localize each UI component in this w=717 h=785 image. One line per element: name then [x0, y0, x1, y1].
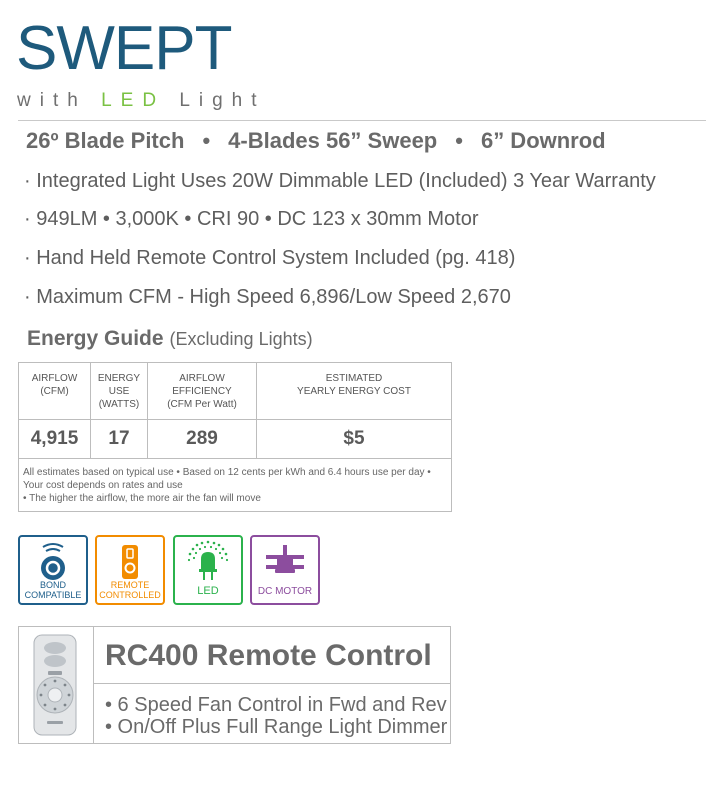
feature-item: · Integrated Light Uses 20W Dimmable LED (Included) 3 Year Warranty: [24, 170, 656, 192]
led-bulb-icon: [175, 537, 241, 585]
airflow-value: 4,915: [19, 420, 91, 459]
energy-guide-table: [18, 362, 452, 512]
note-line: All estimates based on typical use • Based on 12 cents per kWh and 6.4 hours use per day • Your cost depends on rates and use: [23, 467, 431, 491]
remote-feature-item: • 6 Speed Fan Control in Fwd and Rev: [105, 694, 447, 716]
energy-guide-heading: [27, 327, 313, 351]
table-notes-row: [19, 459, 452, 512]
col-header-energy-use: ENERGY USE (WATTS): [91, 363, 148, 420]
subtitle-prefix: with: [17, 90, 102, 111]
product-subtitle: [17, 90, 266, 112]
remote-controlled-badge: [95, 535, 165, 605]
led-label: LED: [197, 585, 219, 598]
yearly-cost-value: $5: [257, 420, 452, 459]
spec-separator: •: [455, 128, 463, 153]
dc-motor-label: DC MOTOR: [257, 585, 313, 597]
feature-item: · 949LM • 3,000K • CRI 90 • DC 123 x 30mm Motor: [24, 208, 479, 230]
col-header-airflow: AIRFLOW (CFM): [19, 363, 91, 420]
led-badge: [173, 535, 243, 605]
fan-motor-icon: [252, 539, 318, 585]
bond-compatible-badge: [18, 535, 88, 605]
bond-label: BOND COMPATIBLE: [24, 580, 82, 600]
energy-guide-title: Energy Guide: [27, 327, 164, 350]
table-notes: [19, 459, 452, 512]
spec-downrod: 6” Downrod: [480, 128, 606, 153]
subtitle-suffix: Light: [165, 90, 266, 111]
spec-separator: •: [202, 128, 211, 153]
remote-divider: [93, 683, 451, 684]
col-header-yearly-cost: ESTIMATED YEARLY ENERGY COST: [257, 363, 452, 420]
spec-blade-pitch: 26º Blade Pitch: [26, 128, 185, 153]
spec-line: [26, 128, 606, 154]
header-divider: [18, 120, 706, 121]
feature-item: · Maximum CFM - High Speed 6,896/Low Speed 2,670: [24, 286, 511, 308]
remote-image-cell: [19, 627, 94, 743]
remote-feature-item: • On/Off Plus Full Range Light Dimmer: [105, 716, 448, 738]
remote-control-panel: [18, 626, 451, 744]
energy-guide-subtitle: (Excluding Lights): [169, 329, 313, 349]
product-title: SWEPT: [16, 14, 232, 83]
subtitle-led: LED: [101, 90, 166, 111]
efficiency-value: 289: [148, 420, 257, 459]
table-header-row: [19, 363, 452, 420]
col-header-airflow-efficiency: AIRFLOW EFFICIENCY (CFM Per Watt): [148, 363, 257, 420]
feature-item: · Hand Held Remote Control System Included (pg. 418): [24, 247, 516, 269]
remote-icon: [97, 539, 163, 585]
spec-blades-sweep: 4-Blades 56” Sweep: [228, 128, 438, 153]
bond-icon: [20, 539, 86, 583]
dc-motor-badge: [250, 535, 320, 605]
remote-label: REMOTE CONTROLLED: [99, 580, 161, 600]
table-row: [19, 420, 452, 459]
energy-use-value: 17: [91, 420, 148, 459]
handheld-remote-image: [19, 627, 93, 743]
remote-title: RC400 Remote Control: [105, 639, 432, 672]
note-line: • The higher the airflow, the more air the fan will move: [23, 493, 261, 504]
